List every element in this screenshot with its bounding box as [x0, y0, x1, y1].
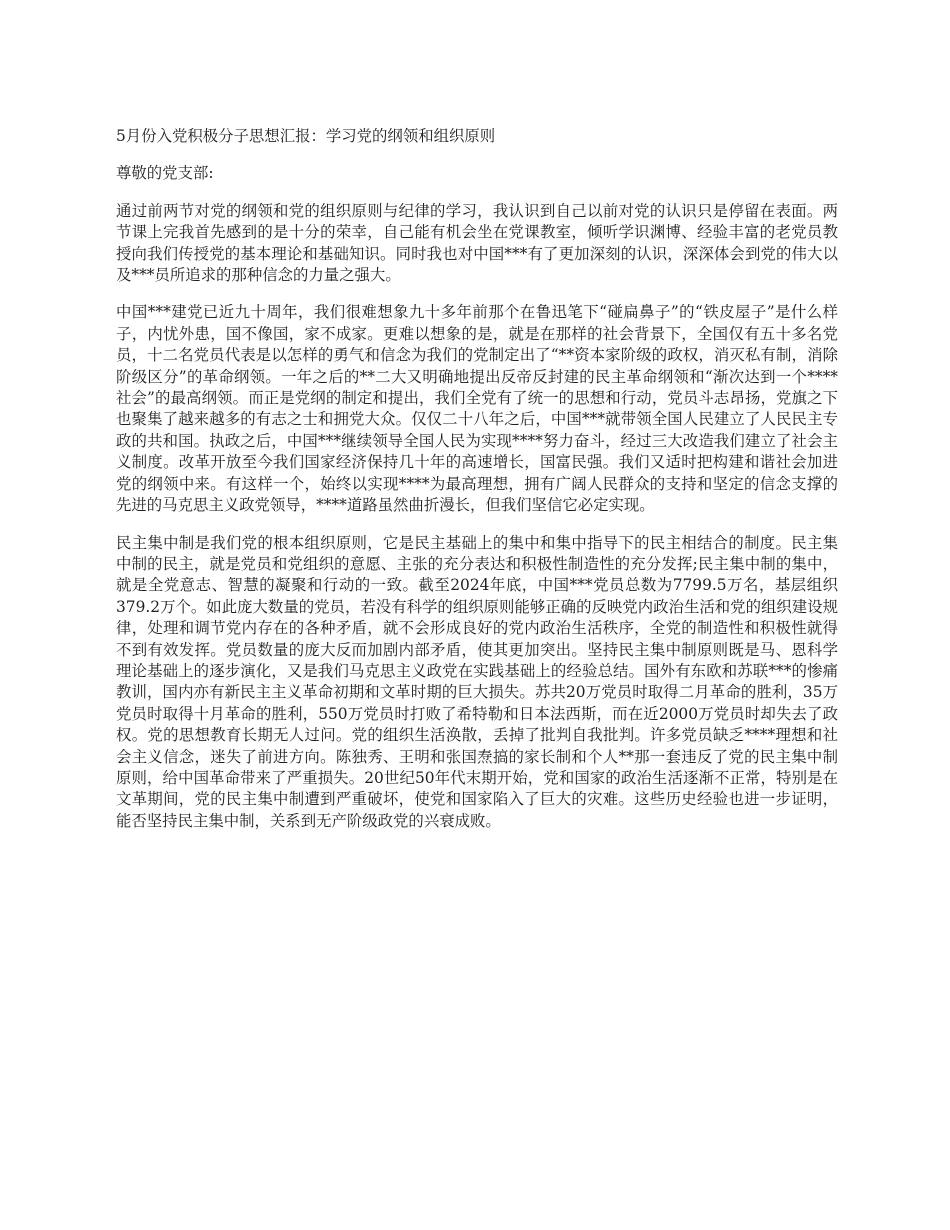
salutation: 尊敬的党支部: — [116, 164, 214, 183]
paragraph-3: 民主集中制是我们党的根本组织原则，它是民主基础上的集中和集中指导下的民主相结合的制度。民主集中制的民主，就是党员和党组织的意愿、主张的充分表达和积极性制造性的充分发挥;民主集中制的集中，就是全党意志、智慧的凝聚和行动的一致。截至2024年底，中国***党员总数为7799.5万名，基层组织379.2万个。如此庞大数量的党员，若没有科学的组织原则能够正确的反映党内政治生活和党的组织建设规律，处理和调节党内存在的各种矛盾，就不会形成良好的党内政治生活秩序，全党的制造性和积极性就得不到有效发挥。党员数量的庞大反而加剧内部矛盾，使其更加突出。坚持民主集中制原则既是马、恩科学理论基础上的逐步演化，又是我们马克思主义政党在实践基础上的经验总结。国外有东欧和苏联***的惨痛教训，国内亦有新民主主义革命初期和文革时期的巨大损失。苏共20万党员时取得二月革命的胜利，35万党员时取得十月革命的胜利，550万党员时打败了希特勒和日本法西斯，而在近2000万党员时却失去了政权。党的思想教育长期无人过问。党的组织生活涣散，丢掉了批判自我批判。许多党员缺乏****理想和社会主义信念，迷失了前进方向。陈独秀、王明和张国焘搞的家长制和个人**那一套违反了党的民主集中制原则，给中国革命带来了严重损失。20世纪50年代末期开始，党和国家的政治生活逐渐不正常，特别是在文革期间，党的民主集中制遭到严重破坏，使党和国家陷入了巨大的灾难。这些历史经验也进一步证明，能否坚持民主集中制，关系到无产阶级政党的兴衰成败。 — [116, 533, 838, 830]
paragraph-1: 通过前两节对党的纲领和党的组织原则与纪律的学习，我认识到自己以前对党的认识只是停留在表面。两节课上完我首先感到的是十分的荣幸，自己能有机会坐在党课教室，倾听学识渊博、经验丰富的老党员教授向我们传授党的基本理论和基础知识。同时我也对中国***有了更加深刻的认识，深深体会到党的伟大以及***员所追求的那种信念的力量之强大。 — [116, 201, 838, 285]
document-title: 5月份入党积极分子思想汇报：学习党的纲领和组织原则 — [116, 127, 496, 145]
paragraph-2: 中国***建党已近九十周年，我们很难想象九十多年前那个在鲁迅笔下“碰扁鼻子”的“铁皮屋子”是什么样子，内忧外患，国不像国，家不成家。更难以想象的是，就是在那样的社会背景下，全国仅有五十多名党员，十二名党员代表是以怎样的勇气和信念为我们的党制定出了“**资本家阶级的政权，消灭私有制，消除阶级区分”的革命纲领。一年之后的**二大又明确地提出反帝反封建的民主革命纲领和“渐次达到一个****社会”的最高纲领。而正是党纲的制定和提出，我们全党有了统一的思想和行动，党员斗志昂扬，党旗之下也聚集了越来越多的有志之士和拥党大众。仅仅二十八年之后，中国***就带领全国人民建立了人民民主专政的共和国。执政之后，中国***继续领导全国人民为实现****努力奋斗，经过三大改造我们建立了社会主义制度。改革开放至今我们国家经济保持几十年的高速增长，国富民强。我们又适时把构建和谐社会加进党的纲领中来。有这样一个，始终以实现****为最高理想，拥有广阔人民群众的支持和坚定的信念支撑的先进的马克思主义政党领导，****道路虽然曲折漫长，但我们坚信它必定实现。 — [116, 303, 838, 515]
document-page — [116, 126, 838, 848]
